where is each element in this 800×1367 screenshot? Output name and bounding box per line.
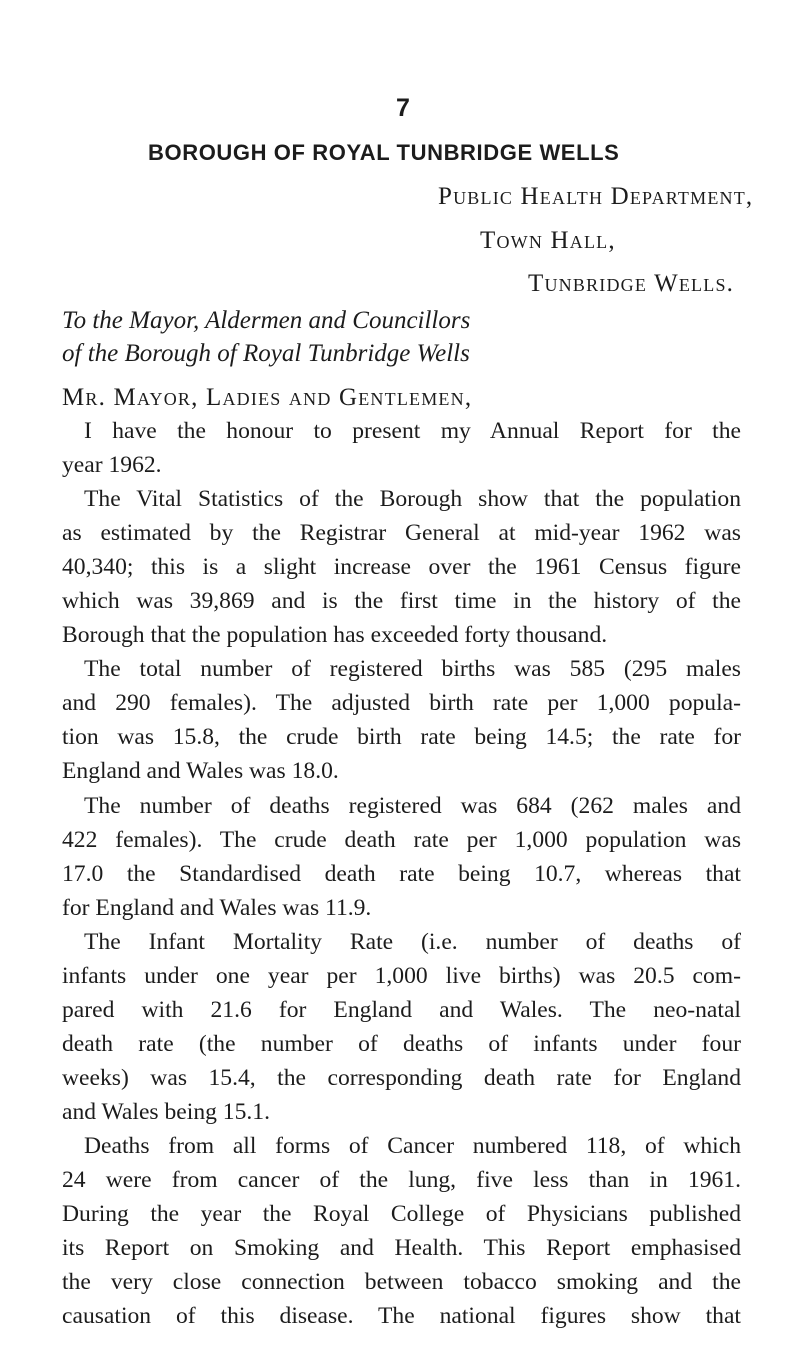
body-line: 17.0 the Standardised death rate being 10.7, whereas that [62,860,741,887]
body-line: England and Wales was 18.0. [62,758,339,785]
body-line: the very close connection between tobacco smoking and the [62,1269,741,1296]
body-line: weeks) was 15.4, the corresponding death rate for England [62,1064,741,1091]
body-line: causation of this disease. The national figures show that [62,1303,741,1330]
body-line: 24 were from cancer of the lung, five less than in 1961. [62,1167,741,1194]
body-line: infants under one year per 1,000 live births) was 20.5 com- [62,962,741,989]
body-line: for England and Wales was 11.9. [62,894,372,921]
body-line: tion was 15.8, the crude birth rate being 14.5; the rate for [62,724,741,751]
address-building: Town Hall, [480,227,616,254]
body-line: I have the honour to present my Annual Report for the [84,418,741,444]
body-line: During the year the Royal College of Physicians published [62,1201,741,1228]
address-town: Tunbridge Wells. [528,270,735,297]
body-line: year 1962. [62,452,162,479]
body-line: death rate (the number of deaths of infants under four [62,1030,741,1057]
body-line: and Wales being 15.1. [62,1098,270,1125]
body-line: The total number of registered births was 585 (295 males [84,656,741,683]
salutation: Mr. Mayor, Ladies and Gentlemen, [62,384,473,411]
body-line: which was 39,869 and is the first time in the history of the [62,588,741,615]
body-line: pared with 21.6 for England and Wales. The neo-natal [62,996,741,1023]
body-line: The number of deaths registered was 684 (262 males and [84,792,741,819]
body-line: 40,340; this is a slight increase over the 1961 Census figure [62,554,741,581]
report-body [62,414,741,1333]
body-line: Borough that the population has exceeded forty thousand. [62,622,608,649]
addressee-line-1: To the Mayor, Aldermen and Councillors [62,307,471,334]
body-line: The Vital Statistics of the Borough show that the population [84,486,741,513]
page-number: 7 [396,94,410,122]
body-line: The Infant Mortality Rate (i.e. number of deaths of [84,928,741,955]
borough-title: BOROUGH OF ROYAL TUNBRIDGE WELLS [148,140,620,165]
address-department: Public Health Department, [438,183,754,210]
body-line: 422 females). The crude death rate per 1,000 population was [62,826,741,853]
body-line: as estimated by the Registrar General at mid-year 1962 was [62,520,741,547]
body-line: its Report on Smoking and Health. This Report emphasised [62,1235,741,1262]
body-line: Deaths from all forms of Cancer numbered 118, of which [84,1132,741,1159]
addressee-line-2: of the Borough of Royal Tunbridge Wells [62,340,470,367]
body-line: and 290 females). The adjusted birth rate per 1,000 popula- [62,690,741,717]
